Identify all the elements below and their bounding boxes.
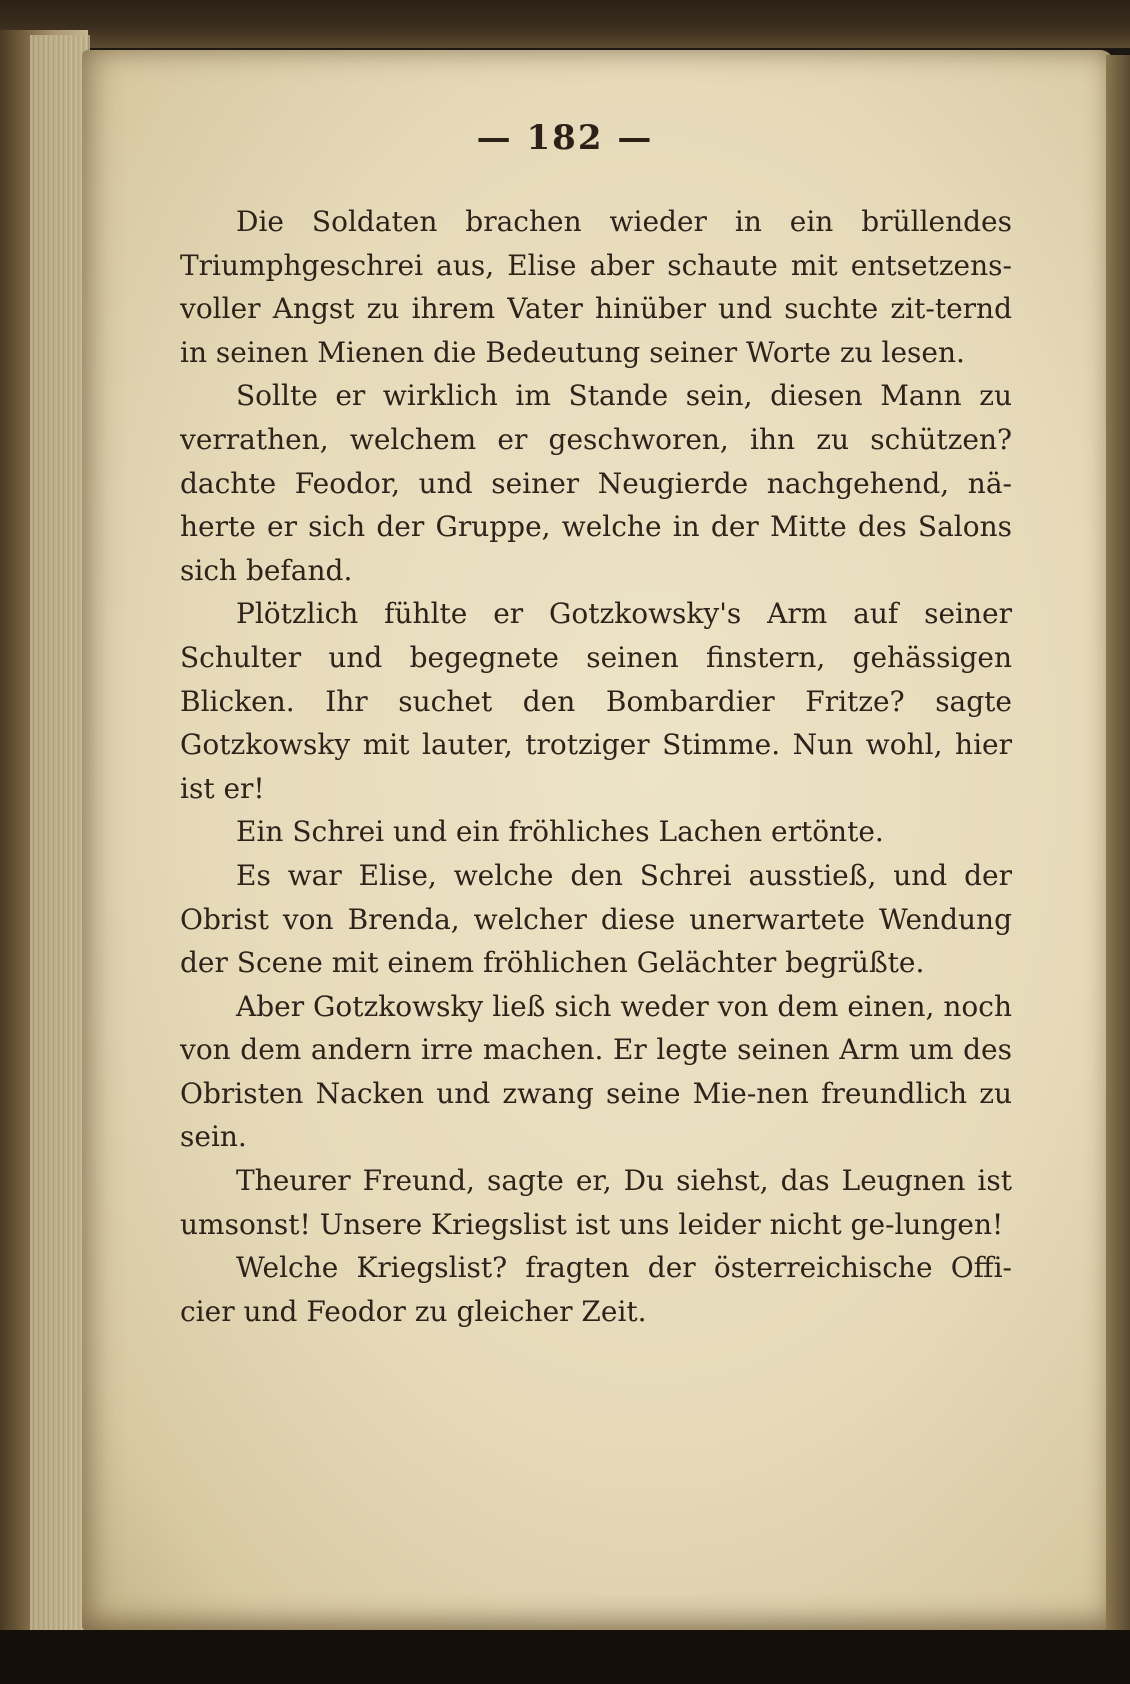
paragraph: Aber Gotzkowsky ließ sich weder von dem einen, noch von dem andern irre machen. Er legte seinen Arm um des Obristen Nacken und zwang seine Mie-nen freundlich zu sein. — [180, 989, 1012, 1154]
paragraph: Welche Kriegslist? fragten der österreichische Offi-cier und Feodor zu gleicher Zeit. — [180, 1251, 1012, 1328]
book-top-edge — [0, 0, 1130, 48]
paragraph: Plötzlich fühlte er Gotzkowsky's Arm auf seiner Schulter und begegnete seinen finstern, gehässigen Blicken. Ihr suchet den Bombardier Fritze? sagte Gotzkowsky mit lauter, trotziger Stimme. Nun wohl, hier ist er! — [180, 597, 1012, 805]
page-stack — [30, 35, 90, 1640]
paragraph: Die Soldaten brachen wieder in ein brüllendes Triumphgeschrei aus, Elise aber schaute mit entsetzens-voller Angst zu ihrem Vater hinüber und suchte zit-ternd in seinen Mienen die Bedeutung seiner Worte zu lesen. — [180, 205, 1012, 369]
paragraph: Es war Elise, welche den Schrei ausstieß, und der Obrist von Brenda, welcher diese unerwartete Wendung der Scene mit einem fröhlichen Gelächter begrüßte. — [180, 858, 1012, 980]
body-text — [180, 200, 1012, 1333]
page-right-edge — [1106, 55, 1130, 1630]
paragraph: Sollte er wirklich im Stande sein, diesen Mann zu verrathen, welchem er geschworen, ihn zu schützen? dachte Feodor, und seiner Neugierde nachgehend, nä-herte er sich der Gruppe, welche in der Mitte des Salons sich befand. — [180, 379, 1012, 587]
paragraph: Ein Schrei und ein fröhliches Lachen ertönte. — [236, 815, 884, 849]
bottom-shadow — [0, 1630, 1130, 1684]
paragraph: Theurer Freund, sagte er, Du siehst, das Leugnen ist umsonst! Unsere Kriegslist ist uns leider nicht ge-lungen! — [180, 1164, 1012, 1241]
page-number: — 182 — — [476, 118, 654, 158]
